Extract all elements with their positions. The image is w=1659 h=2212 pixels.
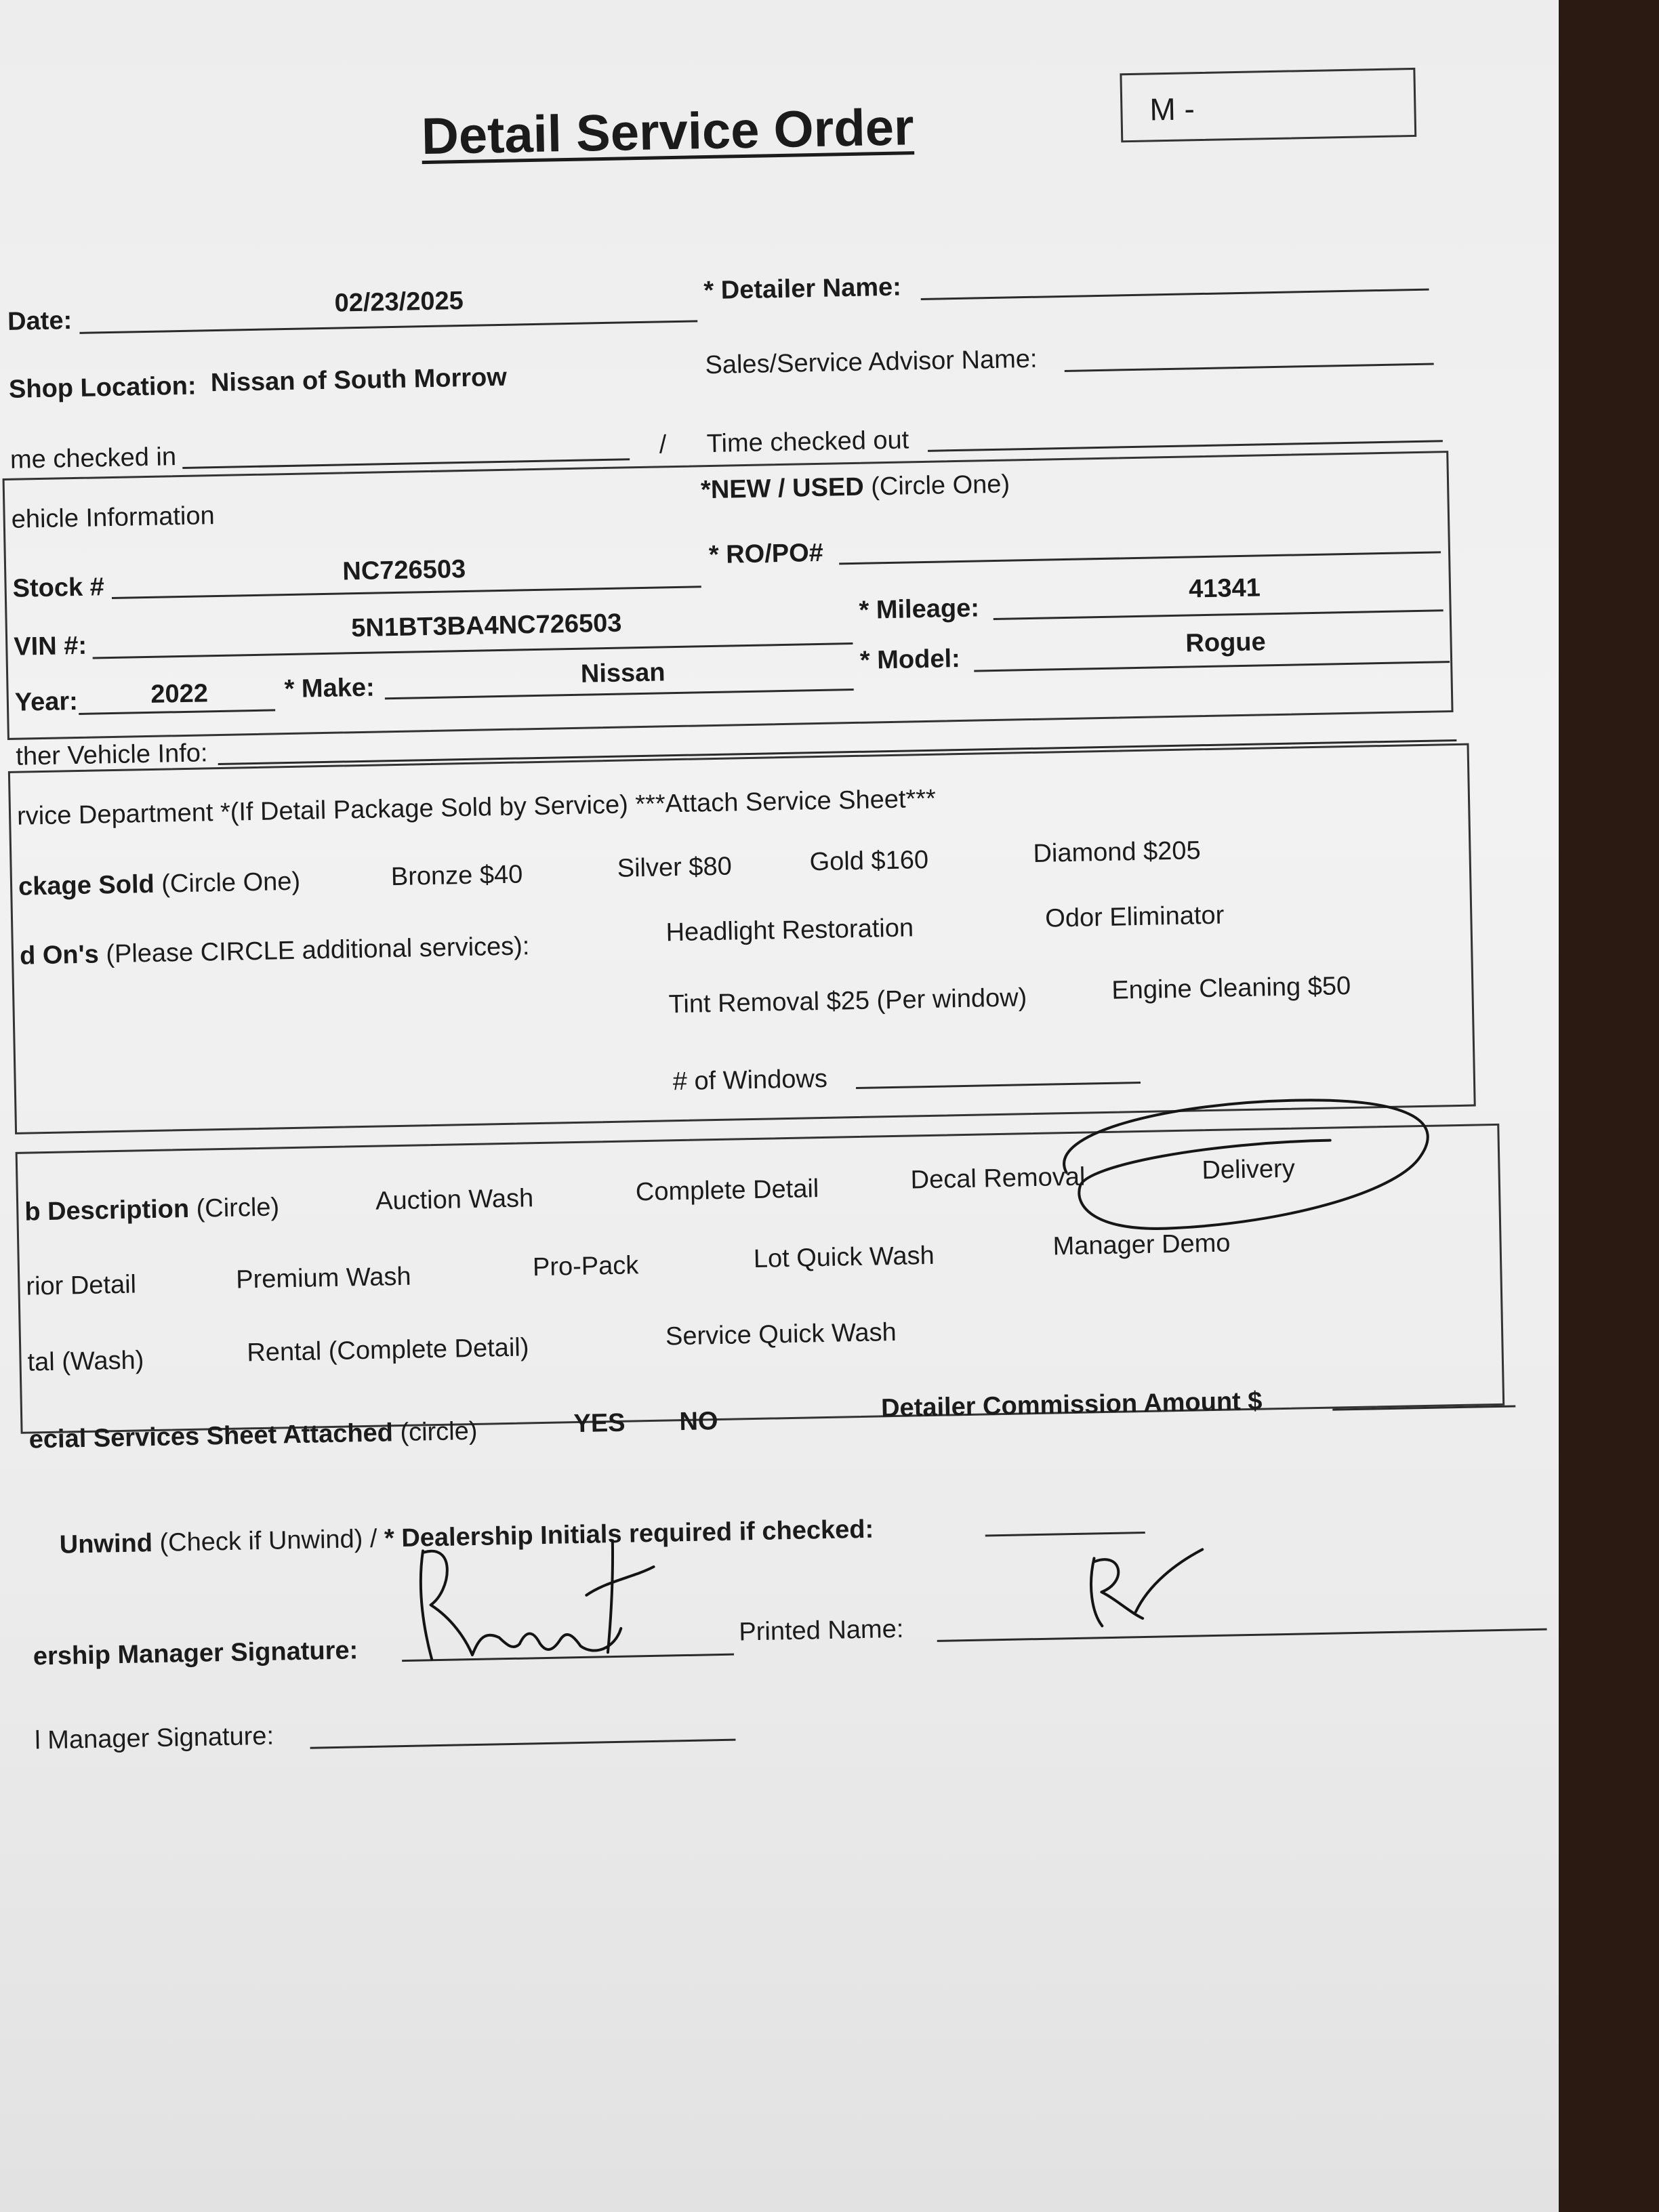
dealership-initials-label: * Dealership Initials required if checked: (384, 1515, 874, 1553)
make-label: * Make: (284, 673, 375, 704)
date-label: Date: (7, 306, 73, 336)
time-checked-in-label: me checked in (9, 443, 177, 474)
other-manager-signature-label: l Manager Signature: (34, 1721, 274, 1755)
advisor-name-field[interactable] (1065, 363, 1434, 371)
job-complete-detail[interactable]: Complete Detail (635, 1174, 819, 1207)
job-description-bold: b Description (24, 1194, 190, 1227)
mileage-value: 41341 (1188, 573, 1261, 604)
model-value: Rogue (1185, 628, 1267, 658)
commission-amount-label: Detailer Commission Amount $ (880, 1387, 1263, 1423)
stock-number-value: NC726503 (342, 554, 466, 586)
special-services-no[interactable]: NO (679, 1407, 718, 1437)
model-label: * Model: (859, 644, 961, 675)
add-ons-bold: d On's (19, 940, 100, 970)
addon-engine-cleaning[interactable]: Engine Cleaning $50 (1111, 972, 1351, 1005)
package-gold[interactable]: Gold $160 (809, 845, 929, 877)
printed-name-label: Printed Name: (739, 1614, 904, 1647)
dealership-initials-field[interactable] (985, 1532, 1145, 1537)
job-lot-quick-wash[interactable]: Lot Quick Wash (753, 1241, 935, 1273)
new-used-label: *NEW / USED (700, 472, 865, 505)
job-description-label (24, 1194, 279, 1225)
job-auction-wash[interactable]: Auction Wash (375, 1184, 534, 1216)
vin-value: 5N1BT3BA4NC726503 (350, 609, 622, 643)
time-checked-out-field[interactable] (928, 440, 1443, 452)
m-number-box[interactable] (1120, 68, 1416, 142)
vin-label: VIN #: (13, 631, 87, 661)
other-manager-signature-field[interactable] (310, 1739, 736, 1749)
detailer-name-label: * Detailer Name: (703, 272, 902, 306)
year-label: Year: (14, 687, 79, 717)
job-rental-complete-detail[interactable]: Rental (Complete Detail) (246, 1333, 529, 1368)
m-number-label: M - (1149, 91, 1195, 127)
package-diamond[interactable]: Diamond $205 (1033, 836, 1201, 868)
package-silver[interactable]: Silver $80 (617, 852, 733, 883)
job-description-note: (Circle) (196, 1193, 280, 1223)
ro-po-label: * RO/PO# (708, 538, 824, 570)
package-sold-bold: ckage Sold (18, 869, 155, 901)
package-bronze[interactable]: Bronze $40 (390, 860, 523, 892)
make-value: Nissan (580, 658, 665, 689)
special-services-yes[interactable]: YES (573, 1408, 626, 1439)
package-sold-label (18, 869, 301, 900)
job-decal-removal[interactable]: Decal Removal (910, 1162, 1086, 1195)
stock-number-label: Stock # (12, 573, 105, 603)
service-department-heading: rvice Department *(If Detail Package Sold by Service) ***Attach Service Sheet*** (16, 784, 937, 831)
job-service-quick-wash[interactable]: Service Quick Wash (665, 1317, 897, 1351)
special-services-bold: ecial Services Sheet Attached (28, 1418, 394, 1454)
job-manager-demo[interactable]: Manager Demo (1052, 1229, 1231, 1261)
year-value: 2022 (150, 679, 209, 709)
advisor-name-label: Sales/Service Advisor Name: (705, 344, 1038, 380)
mileage-label: * Mileage: (859, 594, 980, 625)
new-used-selector[interactable] (701, 472, 1010, 504)
job-pro-pack[interactable]: Pro-Pack (532, 1251, 639, 1282)
addon-tint-removal[interactable]: Tint Removal $25 (Per window) (668, 983, 1027, 1019)
package-sold-note: (Circle One) (161, 867, 301, 899)
delivery-circle-mark (1038, 1084, 1447, 1233)
detailer-name-field[interactable] (921, 289, 1429, 300)
page-title: Detail Service Order (421, 98, 915, 166)
printed-name-initials (1073, 1542, 1210, 1633)
unwind-note: (Check if Unwind) / (159, 1524, 377, 1557)
time-separator: / (659, 430, 667, 459)
job-row3-label: tal (Wash) (27, 1346, 144, 1377)
addon-odor-eliminator[interactable]: Odor Eliminator (1044, 901, 1225, 933)
job-delivery[interactable]: Delivery (1202, 1154, 1296, 1185)
dealership-manager-signature-label: ership Manager Signature: (33, 1636, 359, 1671)
special-services-note: (circle) (400, 1416, 478, 1448)
vehicle-info-heading: ehicle Information (11, 501, 216, 534)
job-row2-label: rior Detail (26, 1270, 137, 1301)
shop-location-label: Shop Location: (8, 371, 197, 404)
addon-headlight-restoration[interactable]: Headlight Restoration (665, 914, 914, 947)
windows-count-label: # of Windows (672, 1064, 828, 1097)
printed-name-field[interactable] (937, 1629, 1547, 1642)
date-value: 02/23/2025 (334, 286, 464, 318)
date-field[interactable] (79, 320, 697, 334)
time-checked-out-label: Time checked out (706, 426, 909, 459)
shop-location-value: Nissan of South Morrow (210, 363, 508, 398)
unwind-bold: Unwind (59, 1529, 153, 1559)
add-ons-note: (Please CIRCLE additional services): (105, 932, 530, 969)
manager-signature-scribble (409, 1526, 669, 1666)
job-premium-wash[interactable]: Premium Wash (235, 1262, 411, 1294)
other-vehicle-info-label: ther Vehicle Info: (16, 739, 208, 771)
new-used-note: (Circle One) (870, 470, 1010, 501)
